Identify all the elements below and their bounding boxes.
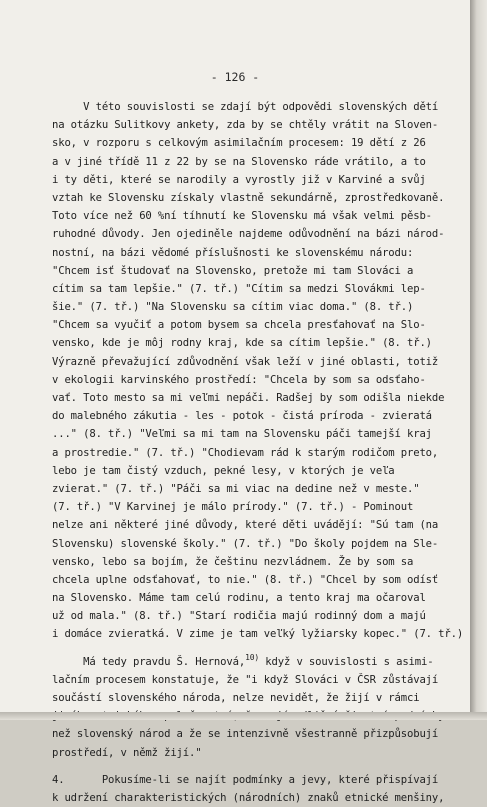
text-line: do malebného zákutia - les - potok - čistá príroda - zvieratá — [52, 410, 432, 423]
text-line: Slovensku) slovenské školy." (7. tř.) "Do školy pojdem na Sle- — [52, 537, 439, 550]
text-line: lebo je tam čistý vzduch, pekné lesy, v ktorých je veľa — [52, 464, 395, 477]
text-line: chcela uplne odsťahovať, to nie." (8. tř.) "Chcel by som odísť — [52, 573, 439, 586]
text-fragment: Má tedy pravdu Š. Hernová, — [52, 655, 246, 668]
text-line: ruhodné důvody. Jen ojediněle najdeme odůvodnění na bázi národ- — [52, 228, 445, 241]
page-bottom-edge — [0, 712, 487, 720]
text-line: vztah ke Slovensku získaly vlastně sekundárně, zprostředkovaně. — [52, 191, 445, 204]
text-line: zvierat." (7. tř.) "Páči sa mi viac na dedine než v meste." — [52, 482, 420, 495]
text-line: na otázku Sulitkovy ankety, zda by se chtěly vrátit na Sloven- — [52, 119, 439, 132]
text-line: a v jiné třídě 11 z 22 by se na Slovensko ráde vrátilo, a to — [52, 155, 426, 168]
body-text — [52, 98, 464, 807]
text-line: v ekologii karvinského prostředí: "Chcela by som sa odsťaho- — [52, 373, 426, 386]
text-line: prostředí, v němž žijí." — [52, 746, 202, 759]
text-line: "Chcem isť študovať na Slovensko, pretože mi tam Slováci a — [52, 264, 414, 277]
text-line: k udržení charakteristických (národních) znaků etnické menšiny, — [52, 791, 445, 804]
text-line: nelze ani některé jiné důvody, které děti uvádějí: "Sú tam (na — [52, 519, 439, 532]
text-line: (7. tř.) "V Karvinej je málo prírody." (7. tř.) - Pominout — [52, 501, 414, 514]
text-line: i domáce zvieratká. V zime je tam veľký lyžiarsky kopec." (7. tř.) — [52, 628, 464, 641]
text-line: cítim sa tam lepšie." (7. tř.) "Cítim sa medzi Slovákmi lep- — [52, 282, 426, 295]
text-line: šie." (7. tř.) "Na Slovensku sa cítim viac doma." (8. tř.) — [52, 301, 414, 314]
paragraph-gap — [52, 644, 464, 653]
text-line: vensko, lebo sa bojím, že češtinu nezvládnem. Že by som sa — [52, 555, 414, 568]
text-line: už od mala." (8. tř.) "Starí rodičia majú rodinný dom a majú — [52, 610, 426, 623]
text-line: 4. Pokusíme-li se najít podmínky a jevy, které přispívají — [52, 773, 439, 786]
text-fragment: když v souvislosti s asimi- — [259, 655, 434, 668]
text-line: Výrazně převažující zdůvodnění však leží v jiné oblasti, totiž — [52, 355, 439, 368]
text-line: než slovenský národ a že se intenzivně všestranně přizpůsobují — [52, 728, 439, 741]
text-line: i ty děti, které se narodily a vyrostly již v Karviné a svůj — [52, 173, 426, 186]
text-line: "Chcem sa vyučiť a potom bysem sa chcela presťahovať na Slo- — [52, 319, 426, 332]
text-line: a prostredie." (7. tř.) "Chodievam rád k starým rodičom preto, — [52, 446, 439, 459]
text-line: vať. Toto mesto sa mi veľmi nepáči. Radšej by som odišla niekde — [52, 392, 445, 404]
text-line: ..." (8. tř.) "Veľmi sa mi tam na Slovensku páči tamejší kraj — [52, 428, 432, 441]
paragraph-gap — [52, 762, 464, 771]
page-number: - 126 - — [210, 70, 260, 84]
text-line: vensko, kde je môj rodny kraj, kde sa cítim lepšie." (8. tř.) — [52, 337, 432, 350]
text-line: sko, v rozporu s celkovým asimilačním procesem: 19 dětí z 26 — [52, 137, 426, 150]
text-line: Toto více než 60 %ní tíhnutí ke Slovensku má však velmi pěsb- — [52, 210, 432, 223]
text-line — [52, 653, 464, 671]
text-line: nostní, na bázi vědomé příslušnosti ke slovenskému národu: — [52, 246, 414, 259]
text-line: součástí slovenského národa, nelze nevidět, že žijí v rámci — [52, 692, 420, 704]
footnote-reference: 10) — [245, 652, 260, 662]
text-line: lačním procesem konstatuje, že "i když Slováci v ČSR zůstávají — [52, 673, 439, 686]
text-line: V této souvislosti se zdají být odpovědi slovenských dětí — [52, 101, 439, 113]
page-edge — [470, 0, 487, 720]
text-line: na Slovensko. Máme tam celú rodinu, a tento kraj ma očaroval — [52, 592, 426, 605]
